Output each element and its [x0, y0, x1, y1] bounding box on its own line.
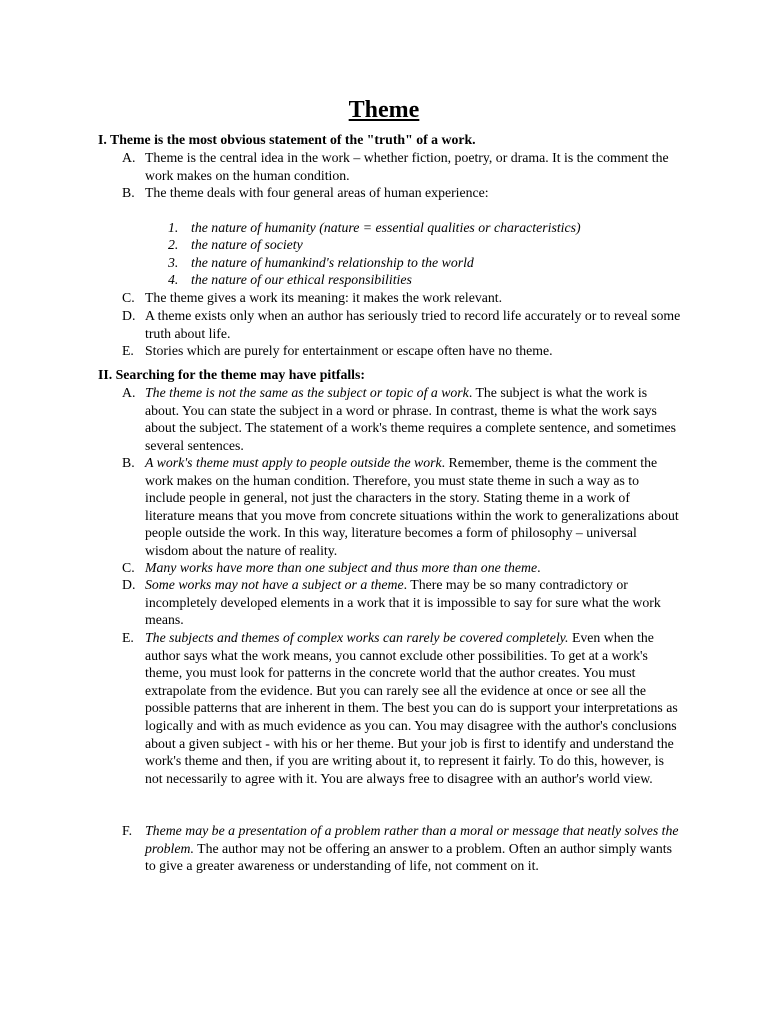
item-italic-text: A work's theme must apply to people outside the work [145, 455, 442, 470]
section-2-heading: II. Searching for the theme may have pitfalls: [98, 367, 365, 382]
area-number: 4. [168, 272, 179, 287]
section-2-item-e [122, 629, 682, 787]
section-1-item-b [122, 184, 682, 202]
item-italic-text: Theme may be a presentation of a problem rather than a moral or message that neatly solves the problem. [145, 823, 679, 856]
area-number: 2. [168, 237, 179, 252]
item-letter: C. [122, 560, 135, 575]
item-letter: B. [122, 455, 135, 470]
item-letter: E. [122, 630, 134, 645]
item-letter: E. [122, 343, 134, 358]
item-letter: D. [122, 577, 136, 592]
item-italic-text: Many works have more than one subject and thus more than one theme [145, 560, 538, 575]
item-italic-text: The subjects and themes of complex works can rarely be covered completely. [145, 630, 569, 645]
area-text: the nature of humankind's relationship to the world [191, 255, 474, 270]
area-item-3 [168, 254, 474, 272]
item-italic-text: The theme is not the same as the subject or topic of a work [145, 385, 469, 400]
section-2-item-c [122, 559, 682, 577]
section-2-item-f [122, 822, 682, 875]
section-1-item-a [122, 149, 682, 184]
section-2-item-b [122, 454, 682, 560]
area-item-2 [168, 236, 303, 254]
item-text: The author may not be offering an answer to a problem. Often an author simply wants to give a greater awareness or understanding of life, not comment on it. [145, 840, 672, 874]
section-1-item-e [122, 342, 682, 360]
area-item-1 [168, 219, 581, 237]
item-text: . Remember, theme is the comment the work makes on the human condition. Therefore, you must state theme in such a way as to include people in general, not just the characters in the story. Stating theme in a work of literature means that you move from concrete situations within the work to generalizations about people outside the work. In this way, literature becomes a form of philosophy – universal wisdom about the nature of reality. [145, 455, 679, 558]
area-number: 3. [168, 255, 179, 270]
area-text: the nature of our ethical responsibilities [191, 272, 412, 287]
item-letter: A. [122, 150, 136, 165]
item-text: Stories which are purely for entertainment or escape often have no theme. [145, 343, 553, 358]
area-item-4 [168, 271, 412, 289]
item-text: Even when the author says what the work means, you cannot exclude other possibilities. To get at a work's theme, you must look for patterns in the concrete world that the author creates. You must extrapolate from the evidence. But you can rarely see all the evidence at once or see all the possible patterns that are inherent in them. The best you can do is support your interpretations as logically and with as much evidence as you can. You may disagree with the author's conclusions about a given subject - with his or her theme. But your job is first to identify and understand the work's theme and then, if you are writing about it, to represent it fairly. To do this, however, is not necessarily to agree with it. You are always free to disagree with an author's world view. [145, 630, 678, 786]
item-italic-text: Some works may not have a subject or a theme [145, 577, 404, 592]
item-text: Theme is the central idea in the work – whether fiction, poetry, or drama. It is the comment the work makes on the human condition. [145, 150, 669, 183]
item-text: The theme gives a work its meaning: it makes the work relevant. [145, 290, 503, 305]
item-letter: F. [122, 823, 133, 838]
item-letter: A. [122, 385, 136, 400]
area-text: the nature of society [191, 237, 303, 252]
item-letter: B. [122, 185, 135, 200]
section-1-heading: I. Theme is the most obvious statement of the "truth" of a work. [98, 132, 476, 147]
area-number: 1. [168, 220, 179, 235]
item-text: . [537, 560, 541, 575]
section-1-item-d [122, 307, 682, 342]
section-2-item-a [122, 384, 682, 454]
item-letter: D. [122, 308, 136, 323]
item-text: . The subject is what the work is about. You can state the subject in a word or phrase. In contrast, theme is what the work says about the subject. The statement of a work's theme requires a complete sentence, and sometimes several sentences. [145, 385, 676, 453]
item-letter: C. [122, 290, 135, 305]
item-text: . There may be so many contradictory or incompletely developed elements in a work that it is impossible to say for sure what the work means. [145, 577, 661, 628]
section-1-item-c [122, 289, 682, 307]
section-2-item-d [122, 576, 682, 629]
item-text: The theme deals with four general areas of human experience: [145, 185, 489, 200]
item-text: A theme exists only when an author has seriously tried to record life accurately or to reveal some truth about life. [145, 308, 681, 341]
area-text: the nature of humanity (nature = essential qualities or characteristics) [191, 220, 581, 235]
page-title: Theme [348, 97, 420, 123]
